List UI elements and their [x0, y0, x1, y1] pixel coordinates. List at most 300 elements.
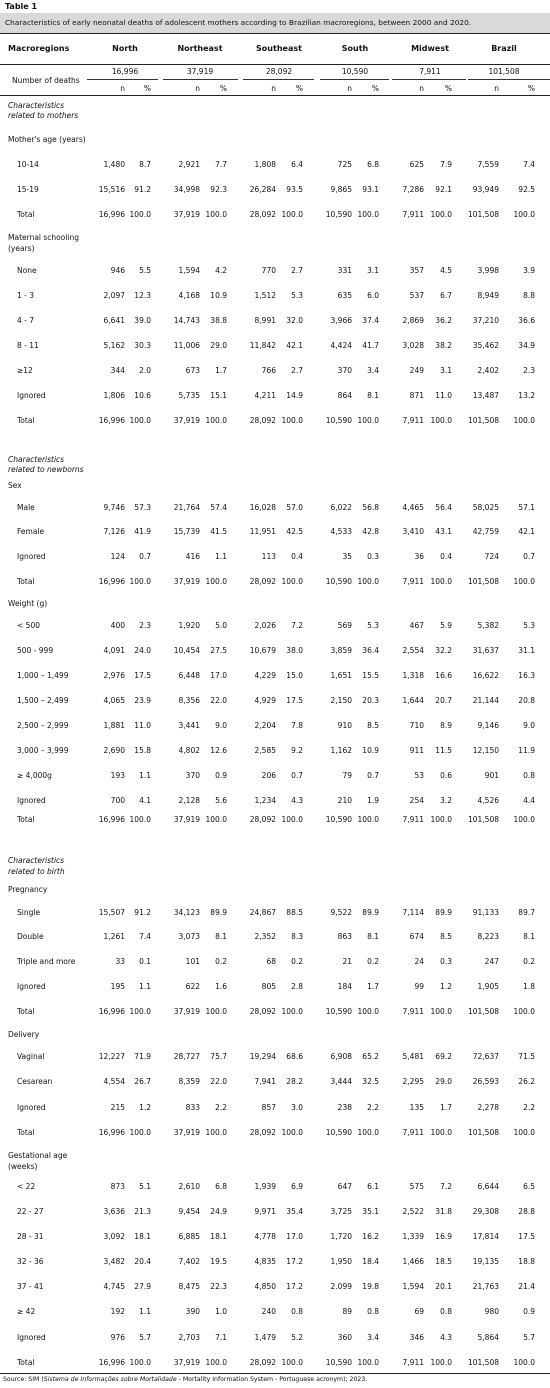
cell-pct: 7.2 [291, 621, 303, 630]
cell-pct: 13.2 [518, 391, 535, 400]
cell-pct: 28.2 [286, 1077, 303, 1086]
cell-n: 635 [337, 291, 352, 300]
cell-n: 1,905 [477, 982, 499, 991]
cell-n: 575 [409, 1182, 424, 1191]
cell-pct: 0.9 [215, 771, 227, 780]
cell-n: 19,135 [472, 1257, 499, 1266]
cell-pct: 26.2 [518, 1077, 535, 1086]
cell-n: 3,482 [103, 1257, 125, 1266]
cell-n: 101,508 [467, 577, 499, 586]
cell-n: 1,920 [178, 621, 200, 630]
cell-n: 15,739 [173, 527, 200, 536]
cell-n: 16,996 [98, 1358, 125, 1367]
cell-pct: 100.0 [281, 1128, 303, 1137]
cell-pct: 91.2 [134, 185, 151, 194]
cell-pct: 89.9 [210, 908, 227, 917]
group-underline [163, 79, 238, 80]
cell-pct: 14.9 [286, 391, 303, 400]
cell-n: 4,229 [254, 671, 276, 680]
cell-n: 1,234 [254, 796, 276, 805]
cell-pct: 11.0 [134, 721, 151, 730]
cell-pct: 0.7 [139, 552, 151, 561]
total-label: Total [17, 815, 35, 824]
cell-n: 3,092 [103, 1232, 125, 1241]
section-heading: Characteristics [8, 101, 65, 110]
cell-n: 357 [409, 266, 424, 275]
cell-pct: 39.0 [134, 316, 151, 325]
cell-n: 11,006 [173, 341, 200, 350]
cell-pct: 11.5 [435, 746, 452, 755]
cell-n: 3,441 [178, 721, 200, 730]
cell-pct: 18.8 [518, 1257, 535, 1266]
cell-n: 770 [261, 266, 276, 275]
cell-n: 857 [261, 1103, 276, 1112]
cell-n: 1,594 [402, 1282, 424, 1291]
group-heading: Weight (g) [8, 599, 48, 608]
cell-pct: 27.5 [210, 646, 227, 655]
cell-pct: 0.8 [291, 1307, 303, 1316]
cell-pct: 100.0 [129, 416, 151, 425]
cell-pct: 12.6 [210, 746, 227, 755]
cell-pct: 27.9 [134, 1282, 151, 1291]
cell-n: 2,585 [254, 746, 276, 755]
cell-n: 9,454 [178, 1207, 200, 1216]
rule-bottom [0, 1373, 550, 1374]
cell-n: 37,919 [173, 1007, 200, 1016]
row-label: 22 - 27 [17, 1207, 44, 1216]
cell-n: 101,508 [467, 1128, 499, 1137]
row-label: Cesarean [17, 1077, 53, 1086]
cell-pct: 0.1 [139, 957, 151, 966]
cell-n: 21,144 [472, 696, 499, 705]
cell-pct: 3.2 [440, 796, 452, 805]
row-label: 28 - 31 [17, 1232, 44, 1241]
cell-pct: 17.0 [210, 671, 227, 680]
cell-pct: 100.0 [205, 210, 227, 219]
cell-n: 1,318 [402, 671, 424, 680]
cell-n: 622 [185, 982, 200, 991]
cell-n: 113 [261, 552, 276, 561]
cell-n: 10,590 [325, 1358, 352, 1367]
deaths-count: 37,919 [186, 67, 214, 76]
cell-pct: 100.0 [357, 577, 379, 586]
cell-n: 29,308 [472, 1207, 499, 1216]
cell-pct: 16.6 [435, 671, 452, 680]
row-label: ≥12 [17, 366, 33, 375]
cell-pct: 2.0 [139, 366, 151, 375]
cell-n: 673 [185, 366, 200, 375]
cell-pct: 91.2 [134, 908, 151, 917]
cell-pct: 100.0 [281, 210, 303, 219]
cell-pct: 100.0 [357, 1358, 379, 1367]
rule-subheader [0, 95, 550, 96]
cell-pct: 7.9 [440, 160, 452, 169]
group-heading: Delivery [8, 1030, 40, 1039]
cell-pct: 5.7 [139, 1333, 151, 1342]
cell-pct: 5.3 [367, 621, 379, 630]
cell-pct: 2.8 [291, 982, 303, 991]
cell-n: 10,679 [249, 646, 276, 655]
cell-pct: 5.1 [139, 1182, 151, 1191]
cell-n: 247 [484, 957, 499, 966]
cell-pct: 38.2 [435, 341, 452, 350]
cell-n: 89 [342, 1307, 352, 1316]
cell-n: 68 [266, 957, 276, 966]
cell-n: 16,996 [98, 815, 125, 824]
cell-n: 2,976 [103, 671, 125, 680]
cell-n: 805 [261, 982, 276, 991]
cell-pct: 29.0 [435, 1077, 452, 1086]
cell-pct: 7.4 [139, 932, 151, 941]
cell-pct: 93.5 [286, 185, 303, 194]
cell-pct: 6.7 [440, 291, 452, 300]
cell-n: 4,465 [402, 503, 424, 512]
cell-n: 12,150 [472, 746, 499, 755]
row-label: 8 - 11 [17, 341, 39, 350]
cell-n: 14,743 [173, 316, 200, 325]
row-label: < 22 [17, 1182, 36, 1191]
cell-pct: 8.7 [139, 160, 151, 169]
cell-n: 346 [409, 1333, 424, 1342]
cell-n: 7,402 [178, 1257, 200, 1266]
cell-pct: 5.3 [291, 291, 303, 300]
cell-pct: 100.0 [430, 1007, 452, 1016]
deaths-count: 16,996 [111, 67, 139, 76]
total-label: Total [17, 416, 35, 425]
cell-pct: 32.0 [286, 316, 303, 325]
cell-n: 34,998 [173, 185, 200, 194]
cell-n: 370 [185, 771, 200, 780]
cell-n: 10,454 [173, 646, 200, 655]
cell-n: 10,590 [325, 416, 352, 425]
cell-n: 249 [409, 366, 424, 375]
row-label: 2,500 – 2,999 [17, 721, 69, 730]
cell-n: 124 [110, 552, 125, 561]
table-caption: Characteristics of early neonatal deaths of adolescent mothers according to Brazilian macroregions, between 2000 and 2020. [0, 13, 550, 33]
row-label: 32 - 36 [17, 1257, 44, 1266]
row-label: Single [17, 908, 41, 917]
group-heading: (weeks) [8, 1162, 38, 1171]
cell-pct: 20.7 [435, 696, 452, 705]
cell-n: 4,091 [103, 646, 125, 655]
cell-pct: 17.5 [286, 696, 303, 705]
cell-n: 26,593 [472, 1077, 499, 1086]
cell-pct: 8.1 [523, 932, 535, 941]
cell-pct: 1.2 [440, 982, 452, 991]
cell-pct: 1.7 [367, 982, 379, 991]
cell-pct: 100.0 [430, 1128, 452, 1137]
cell-n: 647 [337, 1182, 352, 1191]
cell-pct: 1.1 [215, 552, 227, 561]
cell-n: 8,223 [477, 932, 499, 941]
cell-pct: 6.8 [215, 1182, 227, 1191]
cell-n: 1,950 [330, 1257, 352, 1266]
cell-pct: 29.0 [210, 341, 227, 350]
cell-n: 3,636 [103, 1207, 125, 1216]
row-label: 10-14 [17, 160, 39, 169]
cell-pct: 100.0 [430, 416, 452, 425]
cell-pct: 71.5 [518, 1052, 535, 1061]
group-heading: Mother's age (years) [8, 135, 86, 144]
cell-pct: 8.5 [367, 721, 379, 730]
cell-pct: 32.2 [435, 646, 452, 655]
cell-pct: 5.9 [440, 621, 452, 630]
cell-n: 210 [337, 796, 352, 805]
cell-n: 16,996 [98, 1007, 125, 1016]
cell-n: 4,745 [103, 1282, 125, 1291]
cell-pct: 100.0 [430, 815, 452, 824]
section-heading: Characteristics [8, 856, 65, 865]
cell-pct: 26.7 [134, 1077, 151, 1086]
cell-n: 7,559 [477, 160, 499, 169]
cell-pct: 4.3 [440, 1333, 452, 1342]
cell-n: 37,919 [173, 577, 200, 586]
cell-n: 725 [337, 160, 352, 169]
cell-n: 7,911 [402, 1358, 424, 1367]
cell-pct: 10.9 [210, 291, 227, 300]
cell-pct: 89.7 [518, 908, 535, 917]
cell-pct: 68.6 [286, 1052, 303, 1061]
cell-n: 28,092 [249, 1358, 276, 1367]
cell-pct: 100.0 [357, 1007, 379, 1016]
cell-pct: 1.2 [139, 1103, 151, 1112]
cell-pct: 16.9 [435, 1232, 452, 1241]
row-label: 15-19 [17, 185, 39, 194]
cell-pct: 21.4 [518, 1282, 535, 1291]
cell-pct: 19.8 [362, 1282, 379, 1291]
cell-pct: 22.0 [210, 1077, 227, 1086]
cell-pct: 36.6 [518, 316, 535, 325]
cell-pct: 0.4 [291, 552, 303, 561]
cell-n: 4,211 [254, 391, 276, 400]
col-pct-label: % [527, 84, 535, 93]
cell-n: 700 [110, 796, 125, 805]
cell-n: 135 [409, 1103, 424, 1112]
cell-pct: 100.0 [430, 577, 452, 586]
cell-n: 28,092 [249, 815, 276, 824]
cell-n: 17,814 [472, 1232, 499, 1241]
cell-pct: 0.3 [367, 552, 379, 561]
cell-n: 21,764 [173, 503, 200, 512]
cell-pct: 6.0 [367, 291, 379, 300]
cell-n: 240 [261, 1307, 276, 1316]
cell-n: 33 [115, 957, 125, 966]
cell-pct: 35.1 [362, 1207, 379, 1216]
cell-pct: 9.2 [291, 746, 303, 755]
cell-n: 16,028 [249, 503, 276, 512]
cell-n: 7,941 [254, 1077, 276, 1086]
cell-pct: 100.0 [513, 577, 535, 586]
group-heading: Gestational age [8, 1151, 68, 1160]
cell-pct: 18.4 [362, 1257, 379, 1266]
cell-pct: 19.5 [210, 1257, 227, 1266]
cell-pct: 100.0 [357, 416, 379, 425]
cell-n: 710 [409, 721, 424, 730]
cell-pct: 36.4 [362, 646, 379, 655]
cell-pct: 100.0 [129, 815, 151, 824]
deaths-count: 28,092 [265, 67, 293, 76]
cell-pct: 100.0 [129, 1128, 151, 1137]
cell-n: 8,356 [178, 696, 200, 705]
cell-pct: 57.4 [210, 503, 227, 512]
cell-n: 4,533 [330, 527, 352, 536]
group-heading: Maternal schooling [8, 233, 80, 242]
cell-n: 344 [110, 366, 125, 375]
cell-pct: 5.3 [523, 621, 535, 630]
cell-pct: 8.3 [291, 932, 303, 941]
cell-pct: 10.6 [134, 391, 151, 400]
cell-n: 11,842 [249, 341, 276, 350]
cell-pct: 9.0 [215, 721, 227, 730]
header-region: Midwest [411, 44, 449, 53]
cell-n: 5,382 [477, 621, 499, 630]
cell-n: 2,352 [254, 932, 276, 941]
cell-pct: 2.2 [215, 1103, 227, 1112]
cell-pct: 31.8 [435, 1207, 452, 1216]
cell-pct: 7.1 [215, 1333, 227, 1342]
cell-n: 28,727 [173, 1052, 200, 1061]
cell-pct: 12.3 [134, 291, 151, 300]
cell-n: 101,508 [467, 1358, 499, 1367]
cell-n: 1,261 [103, 932, 125, 941]
cell-pct: 34.9 [518, 341, 535, 350]
deaths-count: 101,508 [488, 67, 520, 76]
cell-pct: 3.9 [523, 266, 535, 275]
cell-n: 21 [342, 957, 352, 966]
cell-n: 2,128 [178, 796, 200, 805]
cell-pct: 3.0 [291, 1103, 303, 1112]
cell-pct: 100.0 [205, 815, 227, 824]
cell-n: 15,507 [98, 908, 125, 917]
cell-n: 6,644 [477, 1182, 499, 1191]
cell-n: 1,939 [254, 1182, 276, 1191]
cell-n: 3,444 [330, 1077, 352, 1086]
row-label: ≥ 42 [17, 1307, 36, 1316]
row-label: 1,000 – 1,499 [17, 671, 69, 680]
cell-n: 2,610 [178, 1182, 200, 1191]
cell-pct: 0.2 [523, 957, 535, 966]
cell-n: 911 [409, 746, 424, 755]
section-heading: related to mothers [8, 111, 79, 120]
cell-pct: 2.2 [367, 1103, 379, 1112]
cell-n: 370 [337, 366, 352, 375]
cell-pct: 100.0 [513, 1007, 535, 1016]
col-pct-label: % [371, 84, 379, 93]
cell-n: 42,759 [472, 527, 499, 536]
cell-n: 833 [185, 1103, 200, 1112]
cell-n: 28,092 [249, 577, 276, 586]
row-label: 3,000 – 3,999 [17, 746, 69, 755]
cell-pct: 3.4 [367, 1333, 379, 1342]
cell-pct: 0.6 [440, 771, 452, 780]
cell-n: 16,996 [98, 416, 125, 425]
cell-n: 28,092 [249, 416, 276, 425]
cell-n: 1,651 [330, 671, 352, 680]
row-label: Ignored [17, 1103, 46, 1112]
cell-n: 101 [185, 957, 200, 966]
cell-pct: 8.9 [440, 721, 452, 730]
cell-n: 2,703 [178, 1333, 200, 1342]
cell-n: 16,622 [472, 671, 499, 680]
cell-pct: 4.4 [523, 796, 535, 805]
cell-n: 976 [110, 1333, 125, 1342]
cell-pct: 0.7 [367, 771, 379, 780]
row-label: 1 - 3 [17, 291, 35, 300]
cell-n: 766 [261, 366, 276, 375]
cell-pct: 24.0 [134, 646, 151, 655]
cell-pct: 22.3 [210, 1282, 227, 1291]
cell-n: 7,126 [103, 527, 125, 536]
cell-pct: 100.0 [129, 1358, 151, 1367]
cell-pct: 92.5 [518, 185, 535, 194]
cell-pct: 57.1 [518, 503, 535, 512]
cell-n: 6,885 [178, 1232, 200, 1241]
source-italic: Sistema de Informações sobre Mortalidade [43, 1376, 177, 1383]
cell-n: 871 [409, 391, 424, 400]
col-n-label: n [494, 84, 499, 93]
cell-n: 980 [484, 1307, 499, 1316]
cell-pct: 37.4 [362, 316, 379, 325]
source-prefix: Source: SIM ( [3, 1376, 44, 1383]
cell-pct: 0.2 [215, 957, 227, 966]
group-heading: (years) [8, 244, 35, 253]
cell-n: 24,867 [249, 908, 276, 917]
cell-pct: 2.2 [523, 1103, 535, 1112]
row-label: Ignored [17, 1333, 46, 1342]
row-label: ≥ 4,000g [17, 771, 52, 780]
cell-pct: 31.1 [518, 646, 535, 655]
cell-n: 5,864 [477, 1333, 499, 1342]
cell-pct: 100.0 [357, 210, 379, 219]
cell-pct: 92.3 [210, 185, 227, 194]
row-label: Ignored [17, 391, 46, 400]
cell-pct: 100.0 [205, 1358, 227, 1367]
deaths-count: 7,911 [419, 67, 441, 76]
cell-n: 58,025 [472, 503, 499, 512]
cell-n: 37,210 [472, 316, 499, 325]
cell-n: 1,466 [402, 1257, 424, 1266]
cell-pct: 100.0 [205, 577, 227, 586]
cell-n: 21,763 [472, 1282, 499, 1291]
cell-n: 7,114 [402, 908, 424, 917]
cell-n: 5,481 [402, 1052, 424, 1061]
cell-n: 195 [110, 982, 125, 991]
col-pct-label: % [219, 84, 227, 93]
cell-pct: 22.0 [210, 696, 227, 705]
group-underline [468, 79, 550, 80]
deaths-count: 10,590 [341, 67, 369, 76]
cell-n: 331 [337, 266, 352, 275]
cell-n: 72,637 [472, 1052, 499, 1061]
cell-pct: 6.9 [291, 1182, 303, 1191]
cell-pct: 100.0 [357, 1128, 379, 1137]
cell-n: 1,479 [254, 1333, 276, 1342]
row-label: Ignored [17, 552, 46, 561]
cell-n: 2,921 [178, 160, 200, 169]
header-region: Brazil [491, 44, 517, 53]
cell-pct: 100.0 [129, 210, 151, 219]
row-label: Ignored [17, 796, 46, 805]
cell-pct: 6.1 [367, 1182, 379, 1191]
row-label: Male [17, 503, 35, 512]
cell-n: 2,026 [254, 621, 276, 630]
cell-pct: 20.3 [362, 696, 379, 705]
cell-pct: 0.9 [523, 1307, 535, 1316]
total-label: Total [17, 210, 35, 219]
total-label: Total [17, 577, 35, 586]
header-stub: Macroregions [8, 44, 70, 53]
cell-pct: 5.2 [291, 1333, 303, 1342]
